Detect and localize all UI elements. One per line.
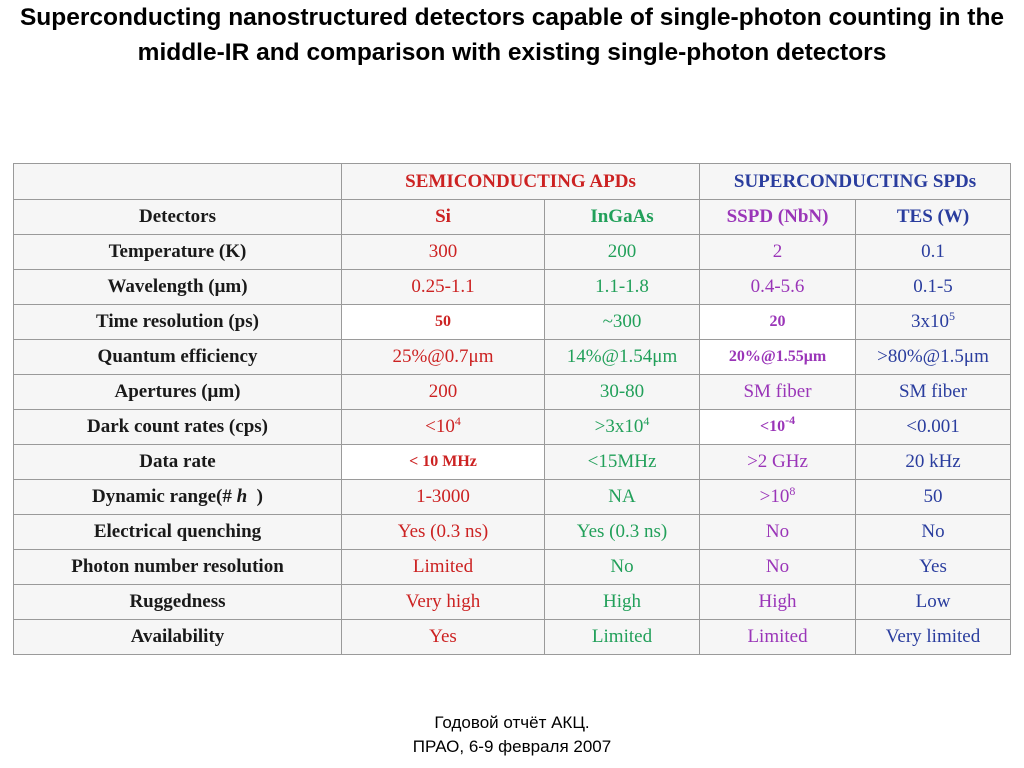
cell-dark-count-si: [342, 410, 545, 445]
table-row: [14, 270, 1011, 305]
cell-ruggedness-si: Very high: [342, 585, 545, 620]
cell-apertures-tes: SM fiber: [856, 375, 1011, 410]
cell-apertures-ingaas: 30-80: [545, 375, 700, 410]
cell-photon-number-tes: Yes: [856, 550, 1011, 585]
cell-dark-count-ingaas: [545, 410, 700, 445]
value-base: <10: [425, 416, 455, 437]
cell-dark-count-tes: <0.001: [856, 410, 1011, 445]
footer-line-1: Годовой отчёт АКЦ.: [434, 713, 590, 732]
cell-wavelength-tes: 0.1-5: [856, 270, 1011, 305]
table-row: [14, 305, 1011, 340]
cell-quenching-ingaas: Yes (0.3 ns): [545, 515, 700, 550]
cell-availability-ingaas: Limited: [545, 620, 700, 655]
cell-wavelength-ingaas: 1.1-1.8: [545, 270, 700, 305]
value-exponent: 5: [949, 309, 956, 323]
row-label-ruggedness: Ruggedness: [14, 585, 342, 620]
cell-dynamic-range-tes: 50: [856, 480, 1011, 515]
row-label-apertures: Apertures (μm): [14, 375, 342, 410]
cell-data-rate-tes: 20 kHz: [856, 445, 1011, 480]
value-exponent: 4: [454, 414, 461, 428]
value-exponent: 8: [789, 484, 796, 498]
cell-data-rate-si: < 10 MHz: [342, 445, 545, 480]
cell-ruggedness-ingaas: High: [545, 585, 700, 620]
cell-temperature-tes: 0.1: [856, 235, 1011, 270]
cell-temperature-sspd: 2: [700, 235, 856, 270]
column-header-detectors: Detectors: [14, 200, 342, 235]
footer-line-2: ПРАО, 6-9 февраля 2007: [412, 737, 612, 756]
cell-quenching-sspd: No: [700, 515, 856, 550]
cell-photon-number-si: Limited: [342, 550, 545, 585]
row-label-data-rate: Data rate: [14, 445, 342, 480]
cell-time-resolution-tes: [856, 305, 1011, 340]
table-row: [14, 480, 1011, 515]
cell-availability-si: Yes: [342, 620, 545, 655]
row-label-dark-count: Dark count rates (cps): [14, 410, 342, 445]
cell-photon-number-sspd: No: [700, 550, 856, 585]
row-label-wavelength: Wavelength (μm): [14, 270, 342, 305]
table-row: [14, 375, 1011, 410]
table-row: [14, 585, 1011, 620]
group-header-superconducting: SUPERCONDUCTING SPDs: [700, 164, 1011, 200]
value-exponent: -4: [785, 413, 796, 427]
cell-time-resolution-ingaas: ~300: [545, 305, 700, 340]
cell-quantum-efficiency-ingaas: 14%@1.54μm: [545, 340, 700, 375]
value-base: >10: [759, 486, 790, 507]
cell-dark-count-sspd: [700, 410, 856, 445]
row-label-quenching: Electrical quenching: [14, 515, 342, 550]
table-row: [14, 410, 1011, 445]
cell-quantum-efficiency-tes: >80%@1.5μm: [856, 340, 1011, 375]
label-prefix: Dynamic range(#: [92, 486, 232, 507]
cell-quantum-efficiency-sspd: 20%@1.55μm: [700, 340, 856, 375]
table-row: [14, 235, 1011, 270]
table-row: [14, 200, 1011, 235]
cell-dynamic-range-sspd: [700, 480, 856, 515]
table-row: [14, 340, 1011, 375]
table-row: [14, 550, 1011, 585]
value-base: >3x10: [594, 416, 644, 437]
table-row: [14, 164, 1011, 200]
cell-photon-number-ingaas: No: [545, 550, 700, 585]
column-header-ingaas: InGaAs: [545, 200, 700, 235]
row-label-quantum-efficiency: Quantum efficiency: [14, 340, 342, 375]
detector-comparison-table: [13, 163, 1011, 655]
value-exponent: 4: [643, 414, 650, 428]
column-header-sspd: SSPD (NbN): [700, 200, 856, 235]
row-label-time-resolution: Time resolution (ps): [14, 305, 342, 340]
group-header-semiconducting: SEMICONDUCTING APDs: [342, 164, 700, 200]
cell-ruggedness-tes: Low: [856, 585, 1011, 620]
slide-footer: [0, 711, 1024, 759]
cell-temperature-ingaas: 200: [545, 235, 700, 270]
row-label-availability: Availability: [14, 620, 342, 655]
column-header-tes: TES (W): [856, 200, 1011, 235]
table-row: [14, 445, 1011, 480]
row-label-temperature: Temperature (K): [14, 235, 342, 270]
table-row: [14, 620, 1011, 655]
cell-wavelength-si: 0.25-1.1: [342, 270, 545, 305]
label-symbol: h: [236, 486, 248, 507]
cell-apertures-sspd: SM fiber: [700, 375, 856, 410]
cell-data-rate-sspd: >2 GHz: [700, 445, 856, 480]
table-row: [14, 515, 1011, 550]
cell-dynamic-range-ingaas: NA: [545, 480, 700, 515]
slide-title: Superconducting nanostructured detectors capable of single-photon counting in the middle-IR and comparison with existing single-photon detectors: [19, 4, 1005, 66]
cell-availability-tes: Very limited: [856, 620, 1011, 655]
cell-wavelength-sspd: 0.4-5.6: [700, 270, 856, 305]
row-label-dynamic-range: [14, 480, 342, 515]
cell-data-rate-ingaas: <15MHz: [545, 445, 700, 480]
cell-quenching-si: Yes (0.3 ns): [342, 515, 545, 550]
cell-ruggedness-sspd: High: [700, 585, 856, 620]
cell-time-resolution-si: 50: [342, 305, 545, 340]
cell-availability-sspd: Limited: [700, 620, 856, 655]
column-header-si: Si: [342, 200, 545, 235]
cell-time-resolution-sspd: 20: [700, 305, 856, 340]
cell-temperature-si: 300: [342, 235, 545, 270]
cell-quenching-tes: No: [856, 515, 1011, 550]
cell-dynamic-range-si: 1-3000: [342, 480, 545, 515]
value-base: 3x10: [911, 311, 950, 332]
value-base: <10: [759, 418, 786, 435]
cell-quantum-efficiency-si: 25%@0.7μm: [342, 340, 545, 375]
row-label-photon-number: Photon number resolution: [14, 550, 342, 585]
label-suffix: ): [256, 486, 263, 507]
cell-apertures-si: 200: [342, 375, 545, 410]
corner-cell: [14, 164, 342, 200]
